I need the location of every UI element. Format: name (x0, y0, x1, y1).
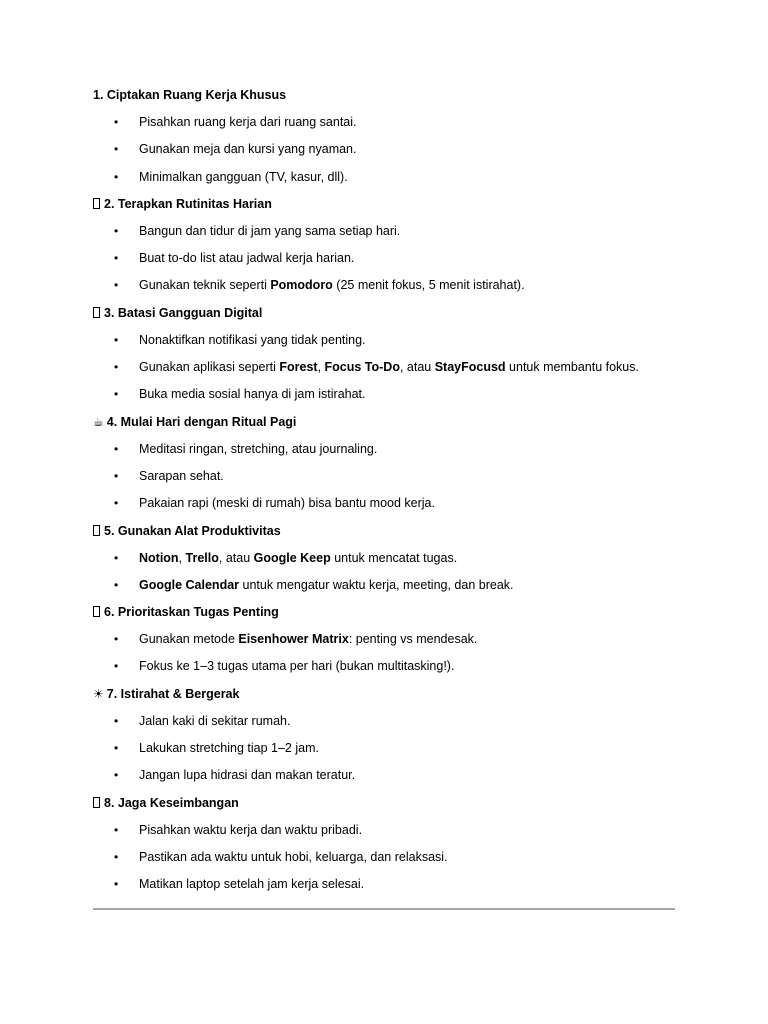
coffee-icon: ☕ (93, 414, 104, 429)
missing-glyph-box-icon (93, 525, 100, 536)
list-item (93, 329, 675, 356)
sun-icon: ☀ (93, 686, 104, 701)
section-title: 5. Gunakan Alat Produktivitas (104, 523, 281, 538)
section-heading (93, 302, 675, 329)
item-text: Pisahkan waktu kerja dan waktu pribadi. (139, 822, 363, 837)
bullet-icon: • (114, 468, 119, 483)
bullet-list (93, 710, 675, 792)
bullet-icon: • (114, 115, 119, 129)
section-title: 8. Jaga Keseimbangan (104, 795, 239, 810)
item-text: , atau (218, 550, 254, 565)
section-title: 1. Ciptakan Ruang Kerja Khusus (93, 88, 287, 102)
horizontal-rule (93, 908, 675, 910)
item-text: (25 menit fokus, 5 menit istirahat). (332, 278, 525, 293)
item-text: Sarapan sehat. (139, 468, 224, 483)
bullet-list (93, 111, 675, 193)
bullet-icon: • (114, 768, 119, 783)
section-title: 6. Prioritaskan Tugas Penting (104, 605, 279, 620)
item-text: Fokus ke 1–3 tugas utama per hari (bukan multitasking!). (139, 659, 455, 674)
bullet-icon: • (114, 632, 119, 647)
bold-text: Google Calendar (139, 577, 240, 592)
item-text: Jalan kaki di sekitar rumah. (139, 713, 291, 728)
item-text: Pastikan ada waktu untuk hobi, keluarga, dan relaksasi. (139, 849, 448, 864)
item-text: , atau (399, 360, 435, 375)
bullet-icon: • (114, 659, 119, 674)
list-item (93, 438, 675, 465)
item-text: Lakukan stretching tiap 1–2 jam. (139, 741, 319, 756)
list-item (93, 356, 675, 383)
bold-text: Notion (139, 550, 179, 565)
bullet-icon: • (114, 496, 119, 511)
item-text: Matikan laptop setelah jam kerja selesai. (139, 877, 365, 892)
item-text: : penting vs mendesak. (348, 632, 478, 647)
section-heading (93, 601, 675, 628)
item-text: Buat to-do list atau jadwal kerja harian. (139, 251, 355, 266)
section-title: 2. Terapkan Rutinitas Harian (104, 196, 272, 211)
item-text: Bangun dan tidur di jam yang sama setiap hari. (139, 223, 401, 238)
missing-glyph-box-icon (93, 797, 100, 808)
item-text: untuk membantu fokus. (505, 360, 639, 375)
list-item (93, 383, 675, 410)
item-text: , (317, 360, 325, 375)
list-item (93, 764, 675, 791)
list-item (93, 465, 675, 492)
section-title: 3. Batasi Gangguan Digital (104, 305, 263, 320)
section-title: 4. Mulai Hari dengan Ritual Pagi (106, 414, 297, 429)
list-item (93, 247, 675, 274)
bullet-icon: • (114, 360, 119, 375)
item-text: untuk mengatur waktu kerja, meeting, dan break. (239, 577, 514, 592)
bold-text: StayFocusd (434, 360, 506, 375)
section-heading (93, 84, 675, 111)
bullet-icon: • (114, 223, 119, 238)
item-text: Pakaian rapi (meski di rumah) bisa bantu mood kerja. (139, 496, 435, 511)
list-item (93, 628, 675, 655)
item-text: Gunakan meja dan kursi yang nyaman. (139, 142, 357, 157)
item-text: Nonaktifkan notifikasi yang tidak penting. (139, 332, 366, 347)
item-text: Gunakan teknik seperti (139, 278, 271, 293)
list-item (93, 547, 675, 574)
list-item (93, 111, 675, 138)
section-heading (93, 683, 675, 710)
bold-text: Eisenhower Matrix (238, 632, 349, 647)
bullet-list (93, 220, 675, 302)
bullet-list (93, 819, 675, 901)
bold-text: Forest (279, 360, 318, 375)
bullet-icon: • (114, 278, 119, 293)
bullet-icon: • (114, 251, 119, 266)
bullet-icon: • (114, 142, 119, 157)
item-text: Jangan lupa hidrasi dan makan teratur. (139, 768, 356, 783)
missing-glyph-box-icon (93, 606, 100, 617)
list-item (93, 166, 675, 193)
bullet-list (93, 438, 675, 520)
list-item (93, 138, 675, 165)
item-text: Buka media sosial hanya di jam istirahat. (139, 387, 366, 402)
bullet-icon: • (114, 713, 119, 728)
list-item (93, 574, 675, 601)
bullet-icon: • (114, 822, 119, 837)
bold-text: Google Keep (253, 550, 331, 565)
bold-text: Focus To-Do (324, 360, 400, 375)
bullet-icon: • (114, 169, 119, 184)
bullet-list (93, 628, 675, 683)
bullet-icon: • (114, 387, 119, 402)
item-text: Gunakan metode (139, 632, 239, 647)
list-item (93, 846, 675, 873)
section-title: 7. Istirahat & Bergerak (106, 686, 240, 701)
missing-glyph-box-icon (93, 307, 100, 318)
section-heading (93, 792, 675, 819)
missing-glyph-box-icon (93, 198, 100, 209)
list-item (93, 274, 675, 301)
bullet-icon: • (114, 550, 119, 565)
list-item (93, 710, 675, 737)
list-item (93, 737, 675, 764)
list-item (93, 492, 675, 519)
list-item (93, 873, 675, 900)
item-text: untuk mencatat tugas. (330, 550, 458, 565)
item-text: Pisahkan ruang kerja dari ruang santai. (139, 115, 357, 129)
section-heading (93, 193, 675, 220)
item-text: Minimalkan gangguan (TV, kasur, dll). (139, 169, 348, 184)
bullet-icon: • (114, 577, 119, 592)
bullet-icon: • (114, 441, 119, 456)
list-item (93, 819, 675, 846)
item-text: Gunakan aplikasi seperti (139, 360, 280, 375)
bold-text: Trello (185, 550, 219, 565)
document-body (93, 84, 675, 901)
item-text: Meditasi ringan, stretching, atau journaling. (139, 441, 378, 456)
bullet-icon: • (114, 332, 119, 347)
bullet-icon: • (114, 741, 119, 756)
item-text: , (178, 550, 186, 565)
bullet-list (93, 547, 675, 602)
list-item (93, 220, 675, 247)
bullet-icon: • (114, 877, 119, 892)
bold-text: Pomodoro (270, 278, 333, 293)
section-heading (93, 520, 675, 547)
section-heading (93, 411, 675, 438)
list-item (93, 655, 675, 682)
bullet-list (93, 329, 675, 411)
bullet-icon: • (114, 849, 119, 864)
